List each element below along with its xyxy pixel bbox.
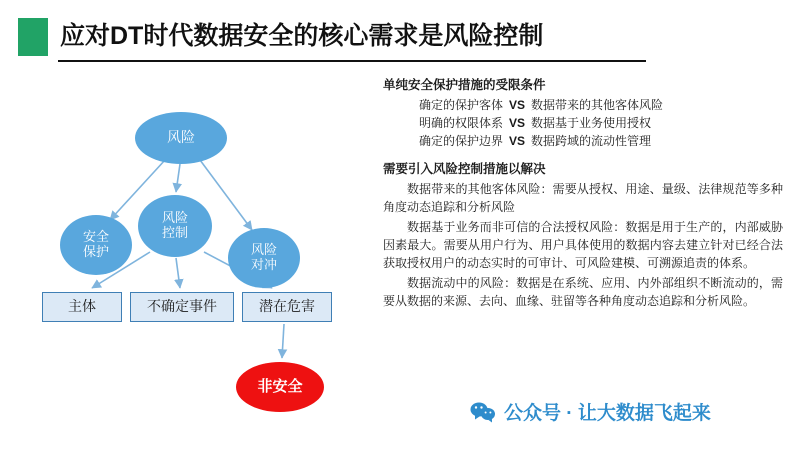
section1-item-right: 数据跨域的流动性管理 [531, 134, 652, 149]
node-risk [135, 112, 227, 164]
node-risk-hedge [228, 228, 300, 288]
node-risk-control [138, 195, 212, 257]
section1-item-vs: VS [509, 98, 526, 113]
node-unsafe [236, 362, 324, 412]
node-safety-protection [60, 215, 132, 275]
node-uncertain-event [130, 292, 234, 322]
section2-paragraphs [383, 180, 783, 310]
node-subject [42, 292, 122, 322]
node-potential-harm [242, 292, 332, 322]
section1-item-vs: VS [509, 134, 526, 149]
section1-heading: 单纯安全保护措施的受限条件 [383, 78, 546, 92]
node-subject-label: 主体 [68, 298, 96, 315]
wechat-icon [470, 401, 496, 423]
node-uncertain-event-label: 不确定事件 [147, 298, 217, 315]
node-risk-control-label-2: 控制 [161, 225, 188, 240]
section1-item-vs: VS [509, 116, 526, 131]
section1-list [383, 96, 783, 150]
node-risk-hedge-label-1: 风险 [250, 242, 277, 258]
footer-text: 公众号 · 让大数据飞起来 [504, 403, 711, 424]
node-safety-protection-label-2: 保护 [82, 244, 109, 259]
section2-paragraph: 数据基于业务而非可信的合法授权风险：数据是用于生产的，内部威胁因素最大。需要从用户行为、用户具体使用的数据内容去建立针对已经合法获取授权用户的动态实时的可审计、可风险建模、可溯源追责的体系。 [383, 220, 783, 271]
section1-item-left: 确定的保护客体 [419, 98, 504, 113]
node-risk-control-label-1: 风险 [161, 210, 188, 226]
node-safety-protection-label-1: 安全 [82, 229, 109, 245]
section1-item [419, 96, 783, 114]
section2-heading: 需要引入风险控制措施以解决 [383, 162, 546, 177]
title-underline [58, 60, 646, 62]
section1-item [419, 114, 783, 132]
section1-item-right: 数据带来的其他客体风险 [531, 98, 664, 113]
page-title: 应对DT时代数据安全的核心需求是风险控制 [60, 22, 544, 50]
node-risk-label: 风险 [167, 129, 195, 146]
slide-title-bar [18, 16, 782, 58]
section1-item [419, 132, 783, 150]
title-accent-bar [18, 18, 48, 56]
section1-item-right: 数据基于业务使用授权 [531, 116, 652, 131]
section1-item-left: 确定的保护边界 [419, 134, 504, 149]
node-unsafe-label: 非安全 [257, 377, 303, 395]
footer-brand [470, 398, 711, 425]
section2-paragraph: 数据带来的其他客体风险：需要从授权、用途、量级、法律规范等多种角度动态追踪和分析风险 [383, 182, 783, 215]
section1-item-left: 明确的权限体系 [419, 116, 504, 131]
section2-paragraph: 数据流动中的风险：数据是在系统、应用、内外部组织不断流动的，需要从数据的来源、去向、血缘、驻留等各种角度动态追踪和分析风险。 [383, 276, 783, 309]
content-column [383, 76, 783, 312]
node-potential-harm-label: 潜在危害 [259, 298, 315, 315]
risk-control-diagram [0, 70, 370, 450]
node-risk-hedge-label-2: 对冲 [250, 257, 277, 272]
